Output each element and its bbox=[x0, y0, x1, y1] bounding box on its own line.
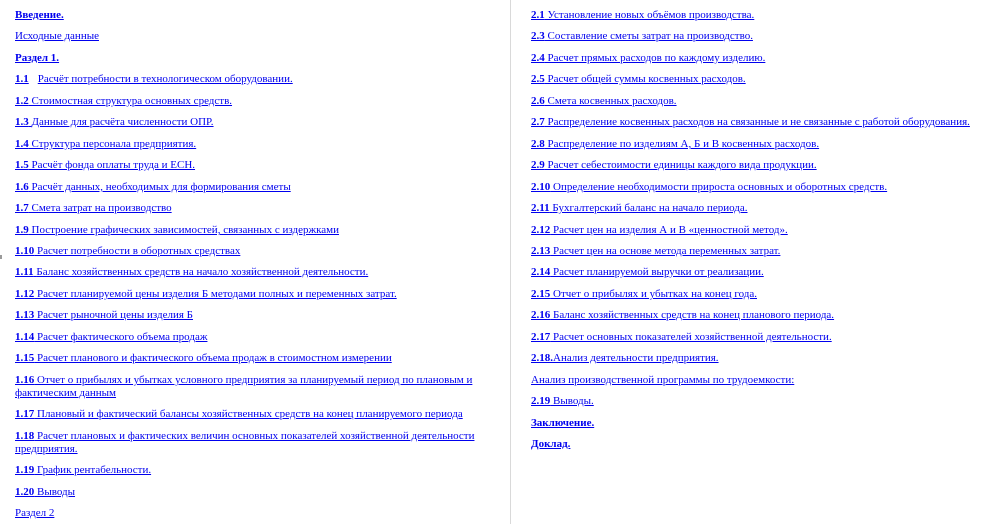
toc-link-1-20[interactable]: 1.20 Выводы bbox=[15, 486, 76, 498]
toc-link-1-9[interactable]: 1.9 Построение графических зависимостей, связанных с издержками bbox=[15, 224, 339, 236]
toc-link-2-19[interactable]: 2.19 Выводы. bbox=[531, 395, 594, 407]
toc-link-2-13[interactable]: 2.13 Расчет цен на основе метода переменных затрат. bbox=[531, 245, 781, 257]
toc-link-1-14[interactable]: 1.14 Расчет фактического объема продаж bbox=[15, 331, 208, 343]
toc-link-2-16[interactable]: 2.16 Баланс хозяйственных средств на конец планового периода. bbox=[531, 309, 835, 321]
toc-link-2-18[interactable]: 2.18.Анализ деятельности предприятия. bbox=[531, 352, 719, 364]
toc-link-1-11[interactable]: 1.11 Баланс хозяйственных средств на начало хозяйственной деятельности. bbox=[15, 266, 369, 278]
toc-link-labor-analysis[interactable]: Анализ производственной программы по трудоемкости: bbox=[531, 374, 795, 386]
toc-link-2-1[interactable]: 2.1 Установление новых объёмов производства. bbox=[531, 9, 755, 21]
toc-link-1-13[interactable]: 1.13 Расчет рыночной цены изделия Б bbox=[15, 309, 193, 321]
toc-link-1-3[interactable]: 1.3 Данные для расчёта численности ОПР. bbox=[15, 116, 214, 128]
toc-link-1-15[interactable]: 1.15 Расчет планового и фактического объема продаж в стоимостном измерении bbox=[15, 352, 392, 364]
toc-link-section-1[interactable]: Раздел 1. bbox=[15, 52, 60, 64]
edge-marker bbox=[0, 255, 2, 259]
column-divider bbox=[510, 0, 511, 524]
toc-link-1-18[interactable]: 1.18 Расчет плановых и фактических величин основных показателей хозяйственной деятельности предприятия. bbox=[15, 430, 475, 455]
toc-link-2-6[interactable]: 2.6 Смета косвенных расходов. bbox=[531, 95, 677, 107]
toc-link-2-14[interactable]: 2.14 Расчет планируемой выручки от реализации. bbox=[531, 266, 764, 278]
toc-link-2-3[interactable]: 2.3 Составление сметы затрат на производство. bbox=[531, 30, 753, 42]
toc-link-1-2[interactable]: 1.2 Стоимостная структура основных средств. bbox=[15, 95, 233, 107]
toc-link-2-7[interactable]: 2.7 Распределение косвенных расходов на связанные и не связанные с работой оборудования. bbox=[531, 116, 970, 128]
toc-link-initial-data[interactable]: Исходные данные bbox=[15, 30, 99, 42]
toc-link-1-16[interactable]: 1.16 Отчет о прибылях и убытках условного предприятия за планируемый период по плановым и фактическим данным bbox=[15, 374, 473, 399]
toc-link-1-1[interactable]: 1.1 Расчёт потребности в технологическом оборудовании. bbox=[15, 73, 293, 85]
toc-link-2-8[interactable]: 2.8 Распределение по изделиям А, Б и В косвенных расходов. bbox=[531, 138, 820, 150]
toc-link-1-19[interactable]: 1.19 График рентабельности. bbox=[15, 464, 152, 476]
toc-link-1-6[interactable]: 1.6 Расчёт данных, необходимых для формирования сметы bbox=[15, 181, 291, 193]
toc-link-2-11[interactable]: 2.11 Бухгалтерский баланс на начало периода. bbox=[531, 202, 748, 214]
toc-link-1-7[interactable]: 1.7 Смета затрат на производство bbox=[15, 202, 172, 214]
toc-link-section-2[interactable]: Раздел 2 bbox=[15, 507, 55, 519]
toc-left-column bbox=[15, 0, 485, 524]
toc-link-1-10[interactable]: 1.10 Расчет потребности в оборотных средствах bbox=[15, 245, 241, 257]
toc-link-1-4[interactable]: 1.4 Структура персонала предприятия. bbox=[15, 138, 197, 150]
toc-link-report[interactable]: Доклад. bbox=[531, 438, 571, 450]
toc-link-1-5[interactable]: 1.5 Расчёт фонда оплаты труда и ЕСН. bbox=[15, 159, 196, 171]
toc-link-1-17[interactable]: 1.17 Плановый и фактический балансы хозяйственных средств на конец планируемого периода bbox=[15, 408, 463, 420]
toc-link-2-9[interactable]: 2.9 Расчет себестоимости единицы каждого вида продукции. bbox=[531, 159, 817, 171]
toc-link-2-12[interactable]: 2.12 Расчет цен на изделия А и В «ценностной метод». bbox=[531, 224, 788, 236]
toc-link-2-10[interactable]: 2.10 Определение необходимости прироста основных и оборотных средств. bbox=[531, 181, 888, 193]
toc-link-1-12[interactable]: 1.12 Расчет планируемой цены изделия Б методами полных и переменных затрат. bbox=[15, 288, 397, 300]
toc-link-2-17[interactable]: 2.17 Расчет основных показателей хозяйственной деятельности. bbox=[531, 331, 832, 343]
toc-link-2-5[interactable]: 2.5 Расчет общей суммы косвенных расходов. bbox=[531, 73, 746, 85]
toc-link-2-15[interactable]: 2.15 Отчет о прибылях и убытках на конец года. bbox=[531, 288, 757, 300]
toc-link-2-4[interactable]: 2.4 Расчет прямых расходов по каждому изделию. bbox=[531, 52, 766, 64]
toc-link-conclusion[interactable]: Заключение. bbox=[531, 417, 595, 429]
toc-link-introduction[interactable]: Введение. bbox=[15, 9, 64, 21]
toc-right-column bbox=[531, 0, 986, 524]
